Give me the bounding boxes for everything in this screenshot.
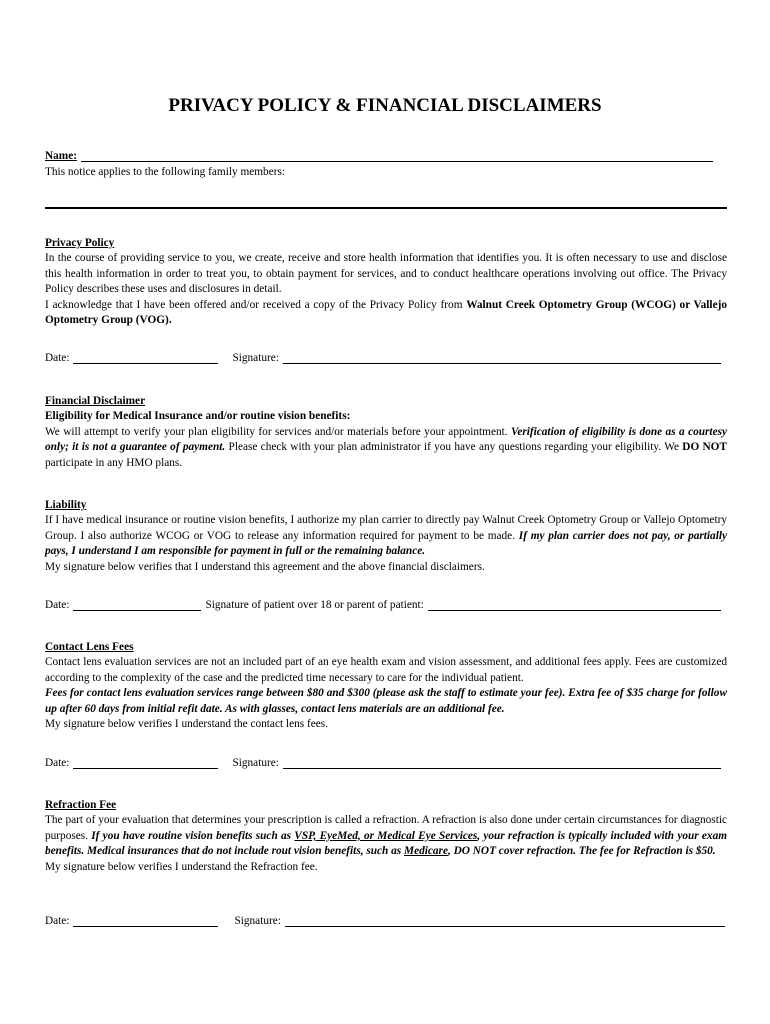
name-label: Name:: [45, 150, 77, 162]
financial-text-5: participate in any HMO plans.: [45, 456, 183, 469]
name-line: [45, 149, 727, 164]
liability-signature-label: Signature of patient over 18 or parent of patient:: [205, 599, 424, 611]
refraction-plans: VSP, EyeMed, or Medical Eye Services: [294, 829, 478, 842]
contact-lens-signature-label: Signature:: [232, 757, 279, 769]
privacy-heading: Privacy Policy: [45, 237, 115, 249]
financial-heading: Financial Disclaimer: [45, 395, 146, 407]
liability-text-1: If I have medical insurance or routine vision benefits, I authorize my plan carrier to directly pay Walnut Creek Optometry Group or Vallejo Optometry Group. I also authorize WCOG or VOG to release any information required for payment to be made.: [45, 514, 727, 542]
financial-subheading: Eligibility for Medical Insurance and/or routine vision benefits:: [45, 410, 351, 423]
contact-lens-fees: Fees for contact lens evaluation services range between $80 and $300 (please ask the staff to estimate your fee). Extra fee of $35 charge for follow up after 60 days from initial refit date. As with glasses, contact lens materials are an additional fee.: [45, 687, 727, 715]
contact-lens-date-field[interactable]: [73, 757, 218, 769]
privacy-date-label: Date:: [45, 352, 70, 364]
ack-practices: Walnut Creek Optometry Group (WCOG) or Vallejo Optometry Group (VOG).: [45, 298, 727, 327]
refraction-signature-line: [45, 914, 727, 929]
contact-lens-signature-line: [45, 756, 727, 771]
privacy-acknowledgement: [45, 298, 727, 329]
privacy-paragraph: In the course of providing service to you, we create, receive and store health information that identifies you. It is often necessary to use and disclose this health information in order to treat you, to obtain payment for services, and to conduct healthcare operations involving out office. The Privacy Policy describes these uses and disclosures in detail.: [45, 252, 727, 296]
refraction-verification: My signature below verifies I understand the Refraction fee.: [45, 860, 318, 873]
financial-text-4: DO NOT: [682, 441, 727, 454]
contact-lens-date-label: Date:: [45, 757, 70, 769]
financial-text-1: We will attempt to verify your plan eligibility for services and/or materials before your appointment.: [45, 425, 508, 438]
refraction-medicare: Medicare: [404, 845, 448, 858]
refraction-section: [45, 798, 727, 875]
refraction-text-1: The part of your evaluation that determines your prescription is called a refraction. A refraction is also done under certain circumstances for diagnostic purposes.: [45, 814, 727, 842]
refraction-signature-field[interactable]: [285, 915, 725, 927]
refraction-bi-1: If you have routine vision benefits such as: [91, 829, 292, 842]
financial-paragraph: [45, 425, 727, 471]
contact-lens-signature-field[interactable]: [283, 757, 721, 769]
liability-heading: Liability: [45, 499, 87, 511]
refraction-paragraph: [45, 813, 727, 859]
financial-text-2: Verification of eligibility is done as a courtesy only; it is not a guarantee of payment.: [45, 425, 727, 454]
liability-section: [45, 498, 727, 575]
name-field[interactable]: [81, 150, 713, 162]
privacy-signature-line: [45, 351, 727, 366]
liability-signature-line: [45, 598, 727, 613]
liability-date-field[interactable]: [73, 599, 201, 611]
page-title: PRIVACY POLICY & FINANCIAL DISCLAIMERS: [168, 95, 602, 116]
contact-lens-section: [45, 640, 727, 732]
refraction-signature-label: Signature:: [234, 915, 281, 927]
liability-paragraph: [45, 513, 727, 559]
ack-text: I acknowledge that I have been offered and/or received a copy of the Privacy Policy from: [45, 298, 463, 311]
contact-lens-paragraph: Contact lens evaluation services are not an included part of an eye health exam and vision assessment, and additional fees apply. Fees are customized according to the complexity of the case and the predicted time necessary to care for the individual patient.: [45, 656, 727, 684]
liability-date-label: Date:: [45, 599, 70, 611]
refraction-date-field[interactable]: [73, 915, 218, 927]
privacy-signature-field[interactable]: [283, 352, 721, 364]
privacy-date-field[interactable]: [73, 352, 218, 364]
financial-text-3: Please check with your plan administrator if you have any questions regarding your eligibility. We: [228, 441, 679, 454]
refraction-bi-3: , DO NOT cover refraction. The fee for Refraction is $50.: [447, 845, 716, 858]
family-notice: This notice applies to the following family members:: [45, 166, 286, 178]
privacy-signature-label: Signature:: [232, 352, 279, 364]
liability-verification: My signature below verifies that I understand this agreement and the above financial disclaimers.: [45, 560, 485, 573]
liability-text-2: If my plan carrier does not pay, or partially pays, I understand I am responsible for payment in full or the remaining balance.: [45, 529, 727, 558]
contact-lens-heading: Contact Lens Fees: [45, 641, 134, 653]
refraction-date-label: Date:: [45, 915, 70, 927]
refraction-bi-2: , your refraction is typically included with your exam benefits. Medical insurances that do not include rout vision benefits, such as: [45, 829, 728, 858]
privacy-section: [45, 236, 727, 328]
financial-section: [45, 394, 727, 471]
refraction-heading: Refraction Fee: [45, 799, 117, 811]
liability-signature-field[interactable]: [428, 599, 721, 611]
family-members-line[interactable]: [45, 207, 727, 209]
contact-lens-verification: My signature below verifies I understand the contact lens fees.: [45, 718, 328, 731]
